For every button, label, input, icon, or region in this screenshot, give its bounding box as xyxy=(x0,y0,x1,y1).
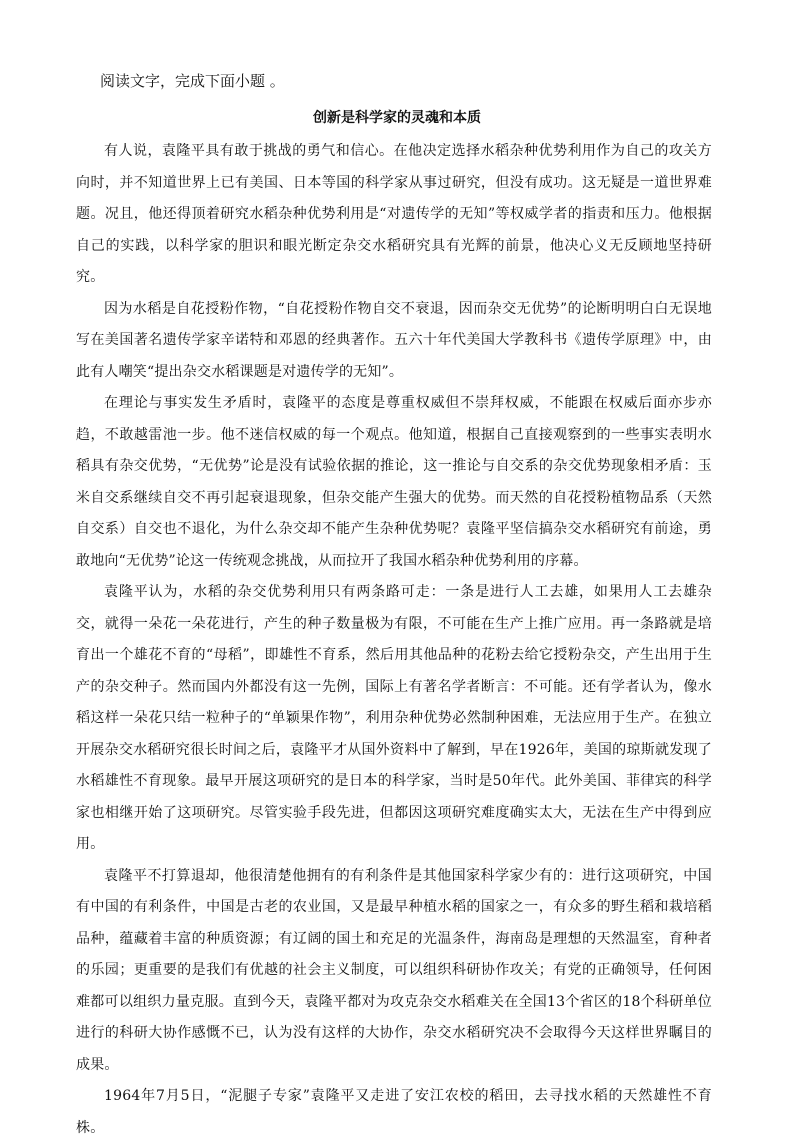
article-title: 创新是科学家的灵魂和本质 xyxy=(313,110,481,126)
paragraph-2: 因为水稻是自花授粉作物，“自花授粉作物自交不衰退，因而杂交无优势”的论断明明白白无误地写在美国著名遗传学家辛诺特和邓恩的经典著作。五六十年代美国大学教科书《遗传学原理》中，由此有人嘲笑“提出杂交水稻课题是对遗传学的无知”。 xyxy=(76,300,712,380)
paragraph-6: 1964年7月5日，“泥腿子专家”袁隆平又走进了安江农校的稻田，去寻找水稻的天然雄性不育株。 xyxy=(76,1088,712,1136)
article-body xyxy=(76,136,712,1144)
paragraph-3: 在理论与事实发生矛盾时，袁隆平的态度是尊重权威但不崇拜权威，不能跟在权威后面亦步亦趋，不敢越雷池一步。他不迷信权威的每一个观点。他知道，根据自己直接观察到的一些事实表明水稻具有杂交优势，“无优势”论是没有试验依据的推论，这一推论与自交系的杂交优势现象相矛盾：玉米自交系继续自交不再引起衰退现象，但杂交能产生强大的优势。而天然的自花授粉植物品系（天然自交系）自交也不退化，为什么杂交却不能产生杂种优势呢？袁隆平坚信搞杂交水稻研究有前途，勇敢地向“无优势”论这一传统观念挑战，从而拉开了我国水稻杂种优势利用的序幕。 xyxy=(76,395,712,569)
paragraph-4: 袁隆平认为，水稻的杂交优势利用只有两条路可走：一条是进行人工去雄，如果用人工去雄杂交，就得一朵花一朵花进行，产生的种子数量极为有限，不可能在生产上推广应用。再一条路就是培育出一个雄花不育的“母稻”，即雄性不育系，然后用其他品种的花粉去给它授粉杂交，产生出用于生产的杂交种子。然而国内外都没有这一先例，国际上有著名学者断言：不可能。还有学者认为，像水稻这样一朵花只结一粒种子的“单颖果作物”，利用杂种优势必然制种困难，无法应用于生产。在独立开展杂交水稻研究很长时间之后，袁隆平才从国外资料中了解到，早在1926年，美国的琼斯就发现了水稻雄性不育现象。最早开展这项研究的是日本的科学家，当时是50年代。此外美国、菲律宾的科学家也相继开始了这项研究。尽管实验手段先进，但都因这项研究难度确实太大，无法在生产中得到应用。 xyxy=(76,584,712,852)
paragraph-1: 有人说，袁隆平具有敢于挑战的勇气和信心。在他决定选择水稻杂种优势利用作为自己的攻关方向时，并不知道世界上已有美国、日本等国的科学家从事过研究，但没有成功。这无疑是一道世界难题。况且，他还得顶着研究水稻杂种优势利用是“对遗传学的无知”等权威学者的指责和压力。他根据自己的实践，以科学家的胆识和眼光断定杂交水稻研究具有光辉的前景，他决心义无反顾地坚持研究。 xyxy=(76,143,712,285)
paragraph-5: 袁隆平不打算退却，他很清楚他拥有的有利条件是其他国家科学家少有的：进行这项研究，中国有中国的有利条件，中国是古老的农业国，又是最早种植水稻的国家之一，有众多的野生稻和栽培稻品种，蕴藏着丰富的种质资源；有辽阔的国土和充足的光温条件，海南岛是理想的天然温室，育种者的乐园；更重要的是我们有优越的社会主义制度，可以组织科研协作攻关；有党的正确领导，任何困难都可以组织力量克服。直到今天，袁隆平都对为攻克杂交水稻难关在全国13个省区的18个科研单位进行的科研大协作感慨不已，认为没有这样的大协作，杂交水稻研究决不会取得今天这样世界瞩目的成果。 xyxy=(76,867,712,1073)
instruction-text: 阅读文字，完成下面小题 。 xyxy=(100,72,285,90)
